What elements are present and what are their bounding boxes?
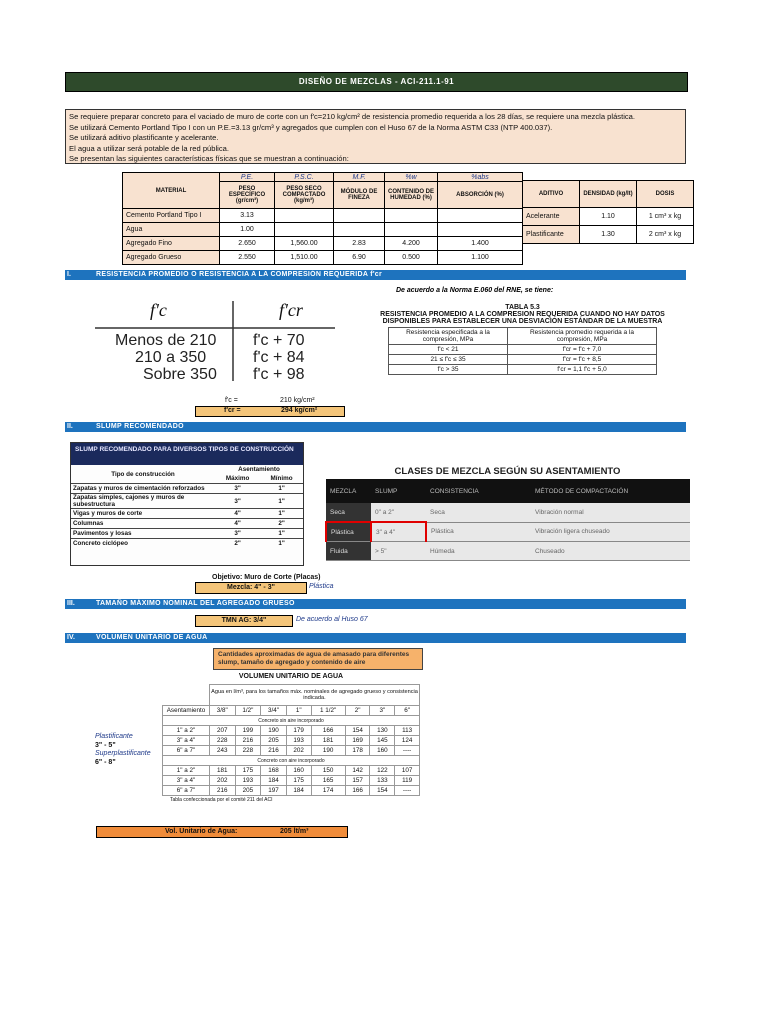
cell: 1" [260, 539, 303, 549]
table-row [71, 484, 303, 494]
superplastificante-range: 6" - 8" [95, 758, 116, 766]
superplastificante-label: Superplastificante [95, 750, 151, 757]
table-row [389, 355, 657, 365]
cell: 243 [210, 746, 236, 756]
cell: Vigas y muros de corte [71, 509, 215, 519]
cell: 130 [370, 726, 395, 736]
cell: 3" [215, 529, 260, 539]
cell: 133 [370, 776, 395, 786]
col-header: Máximo [225, 475, 250, 482]
cell: 1,510.00 [275, 251, 334, 265]
cell: 4" [215, 509, 260, 519]
col-header: CONTENIDO DE HUMEDAD (%) [385, 182, 438, 209]
col-header: 3/8" [210, 706, 236, 716]
norma-note: De acuerdo a la Norma E.060 del RNE, se tiene: [396, 287, 554, 294]
cell [385, 223, 438, 237]
slump-header: SLUMP RECOMENDADO PARA DIVERSOS TIPOS DE CONSTRUCCIÓN [71, 443, 303, 465]
abbr: %w [385, 173, 438, 182]
cell: f'cr = f'c + 7,0 [508, 345, 657, 355]
fcr-value: 294 kg/cm² [281, 407, 318, 414]
cell: 3" [215, 484, 260, 494]
cell: Cemento Portland Tipo I [123, 209, 220, 223]
cell: 6.90 [334, 251, 385, 265]
table-row [163, 736, 420, 746]
cell: Seca [326, 503, 371, 522]
cell: f'c > 35 [389, 365, 508, 375]
volumen-unitario-agua [162, 673, 420, 803]
col-material: MATERIAL [123, 173, 220, 209]
fcr-row-value: f'c + 84 [253, 349, 305, 366]
cell: > 5" [371, 542, 426, 561]
cell: 1.100 [438, 251, 523, 265]
vua-table [162, 684, 420, 796]
cell: 21 ≤ f'c ≤ 35 [389, 355, 508, 365]
cell: 216 [210, 786, 236, 796]
fcr-table [95, 296, 335, 381]
intro-box [65, 109, 686, 164]
col-header: MEZCLA [326, 479, 371, 503]
cell: Agua [123, 223, 220, 237]
section-header-1 [65, 270, 686, 280]
cell: 1" [260, 494, 303, 509]
cell: 3" [215, 494, 260, 509]
cell: 228 [235, 746, 261, 756]
table-row [123, 237, 523, 251]
abbr: P.E. [220, 173, 275, 182]
cell-highlight: 3" a 4" [371, 522, 426, 542]
materials-table [122, 172, 523, 265]
cell: 166 [345, 786, 370, 796]
cell: 2.550 [220, 251, 275, 265]
col-header: Asentamiento [238, 466, 280, 473]
tabla-title: RESISTENCIA PROMEDIO A LA COMPRESION REQUERIDA CUANDO NO HAY DATOS [380, 311, 665, 318]
cell [438, 223, 523, 237]
table-row [163, 726, 420, 736]
cell: 184 [261, 776, 287, 786]
table-row [71, 494, 303, 509]
table-row [326, 522, 690, 542]
cell: Fluida [326, 542, 371, 561]
page-title: DISEÑO DE MEZCLAS - ACI-211.1-91 [65, 72, 688, 92]
tabla-title: TABLA 5.3 [505, 304, 540, 311]
abbr: %abs [438, 173, 523, 182]
cell: 190 [261, 726, 287, 736]
cell: 202 [286, 746, 311, 756]
fcr-row-range: Menos de 210 [115, 332, 217, 349]
cell: 2" [215, 539, 260, 549]
cell: ---- [395, 786, 420, 796]
table-row [71, 529, 303, 539]
vua-subheader: Concreto sin aire incorporado [163, 716, 420, 726]
table-row [163, 786, 420, 796]
cell: 184 [286, 786, 311, 796]
clases-table [325, 479, 690, 561]
section-number: IV. [67, 634, 75, 641]
vol-agua-box [96, 826, 348, 838]
intro-line: Se requiere preparar concreto para el vaciado de muro de corte con un f'c=210 kg/cm² de resistencia promedio requerida a los 28 días, se requiere una mezcla plástica. [69, 112, 636, 121]
cell: 174 [311, 786, 345, 796]
cell: 2.83 [334, 237, 385, 251]
fcr-row-value: f'c + 70 [253, 332, 305, 349]
cell: 1.400 [438, 237, 523, 251]
cell: 107 [395, 766, 420, 776]
cell: Plástica [426, 522, 531, 542]
cell: 181 [311, 736, 345, 746]
cell: 6" a 7" [163, 786, 210, 796]
table-row [123, 209, 523, 223]
table-row [123, 223, 523, 237]
cell: 160 [286, 766, 311, 776]
cell: 2.650 [220, 237, 275, 251]
table-row [389, 345, 657, 355]
vol-agua-value: 205 lt/m³ [280, 828, 309, 835]
section-number: I. [67, 271, 71, 278]
cell: 193 [235, 776, 261, 786]
cell: 205 [235, 786, 261, 796]
table-row [71, 509, 303, 519]
cell: 150 [311, 766, 345, 776]
cell: 178 [345, 746, 370, 756]
cell [334, 223, 385, 237]
table-row [163, 776, 420, 786]
cell: 0" a 2" [371, 503, 426, 522]
fcr-label: f'cr = [224, 407, 241, 414]
cell: 6" a 7" [163, 746, 210, 756]
cell: 122 [370, 766, 395, 776]
cell: 216 [261, 746, 287, 756]
abbr: M.F. [334, 173, 385, 182]
cell: 1" a 2" [163, 726, 210, 736]
col-header: 3" [370, 706, 395, 716]
tabla-title: DISPONIBLES PARA ESTABLECER UNA DESVIACIÓN ESTÁNDAR DE LA MUESTRA [382, 318, 663, 325]
clases-title: CLASES DE MEZCLA SEGÚN SU ASENTAMIENTO [394, 466, 621, 477]
cell: 3" a 4" [163, 736, 210, 746]
section-header-4 [65, 633, 686, 643]
cell: 179 [286, 726, 311, 736]
agua-header: Cantidades aproximadas de agua de amasado para diferentes slump, tamaño de agregado y contenido de aire [213, 648, 423, 670]
cell: 145 [370, 736, 395, 746]
col-header: MÉTODO DE COMPACTACIÓN [531, 479, 690, 503]
cell: 3" a 4" [163, 776, 210, 786]
section-label: RESISTENCIA PROMEDIO O RESISTENCIA A LA COMPRESIÓN REQUERIDA f'cr [96, 271, 383, 278]
col-header: CONSISTENCIA [426, 479, 531, 503]
cell: 228 [210, 736, 236, 746]
cell: 119 [395, 776, 420, 786]
plastificante-note [95, 733, 151, 767]
cell: 1" [260, 484, 303, 494]
col-header: 2" [345, 706, 370, 716]
cell: Concreto ciclópeo [71, 539, 215, 549]
cell: 157 [345, 776, 370, 786]
cell: 1,560.00 [275, 237, 334, 251]
fc-row [195, 397, 345, 406]
section-number: II. [67, 423, 73, 430]
col-header: 1 1/2" [311, 706, 345, 716]
cell: 1.00 [220, 223, 275, 237]
section-label: VOLUMEN UNITARIO DE AGUA [96, 634, 208, 641]
cell: Agregado Fino [123, 237, 220, 251]
table-row [523, 226, 694, 244]
table-row [326, 542, 690, 561]
col-header: 6" [395, 706, 420, 716]
fc-label: f'c = [225, 397, 238, 404]
col-header: 1" [286, 706, 311, 716]
cell: 2 cm³ x kg [637, 226, 694, 244]
col-header: Mínimo [270, 475, 293, 482]
cell: 165 [311, 776, 345, 786]
fcr-row-range: 210 a 350 [135, 349, 207, 366]
section-header-2 [65, 422, 686, 432]
col-header: Tipo de construcción [111, 470, 175, 478]
cell [385, 209, 438, 223]
cell: 160 [370, 746, 395, 756]
table-row [71, 519, 303, 529]
vua-desc: Agua en l/m³, para los tamaños máx. nominales de agregado grueso y consistencia indicada. [210, 685, 420, 706]
cell: 154 [345, 726, 370, 736]
col-header: MÓDULO DE FINEZA [334, 182, 385, 209]
cell: f'c < 21 [389, 345, 508, 355]
fcr-symbol: f'cr [279, 300, 303, 320]
cell: 124 [395, 736, 420, 746]
slump-table-body [71, 465, 303, 548]
col-header: 1/2" [235, 706, 261, 716]
cell: 175 [286, 776, 311, 786]
abbr: P.S.C. [275, 173, 334, 182]
vua-subheader: Concreto con aire incorporado [163, 756, 420, 766]
cell-highlight: 205 [261, 736, 287, 746]
col-header: SLUMP [371, 479, 426, 503]
slump-table [70, 442, 304, 566]
section-number: III. [67, 600, 75, 607]
fc-symbol: f'c [150, 300, 167, 320]
cell: 4" [215, 519, 260, 529]
cell: 202 [210, 776, 236, 786]
col-header: Resistencia promedio requerida a la compresión, MPa [508, 328, 657, 345]
cell [275, 223, 334, 237]
table-row [523, 208, 694, 226]
mezcla-box: Mezcla: 4" - 3" [195, 582, 307, 594]
cell [438, 209, 523, 223]
cell [275, 209, 334, 223]
cell: Vibración ligera chuseado [531, 522, 690, 542]
cell: 181 [210, 766, 236, 776]
objetivo: Objetivo: Muro de Corte (Placas) [212, 574, 321, 581]
section-label: SLUMP RECOMENDADO [96, 423, 184, 430]
plastificante-label: Plastificante [95, 733, 133, 740]
tabla-5-3 [370, 304, 675, 375]
cell: 1.30 [580, 226, 637, 244]
fcr-row [195, 406, 345, 417]
cell: 175 [235, 766, 261, 776]
cell: Chuseado [531, 542, 690, 561]
cell: 142 [345, 766, 370, 776]
cell: 2" [260, 519, 303, 529]
cell: 113 [395, 726, 420, 736]
cell: Seca [426, 503, 531, 522]
col-header: ADITIVO [523, 181, 580, 208]
cell: Húmeda [426, 542, 531, 561]
cell: 190 [311, 746, 345, 756]
cell: Zapatas y muros de cimentación reforzados [71, 484, 215, 494]
col-header: DOSIS [637, 181, 694, 208]
table-row [123, 251, 523, 265]
cell-highlight: Plástica [326, 522, 371, 542]
cell: 193 [286, 736, 311, 746]
col-header: ABSORCIÓN (%) [438, 182, 523, 209]
plastificante-range: 3" - 5" [95, 741, 116, 749]
fcr-row-range: Sobre 350 [143, 366, 217, 383]
fc-value: 210 kg/cm² [280, 397, 315, 404]
cell [334, 209, 385, 223]
cell: 3.13 [220, 209, 275, 223]
additives-table [522, 180, 694, 244]
col-header: PESO SECO COMPACTADO (kg/m³) [275, 182, 334, 209]
cell: f'cr = f'c + 8,5 [508, 355, 657, 365]
col-header: 3/4" [261, 706, 287, 716]
tmn-box: TMN AG: 3/4" [195, 615, 293, 627]
cell: 1" a 2" [163, 766, 210, 776]
vol-agua-label: Vol. Unitario de Agua: [165, 828, 238, 835]
tmn-note: De acuerdo al Huso 67 [296, 616, 368, 623]
cell: Agregado Grueso [123, 251, 220, 265]
fcr-row-value: f'c + 98 [253, 366, 305, 383]
col-header: PESO ESPECÍFICO (gr/cm³) [220, 182, 275, 209]
cell: ---- [395, 746, 420, 756]
vua-title: VOLUMEN UNITARIO DE AGUA [238, 673, 344, 680]
cell: 166 [311, 726, 345, 736]
intro-line: El agua a utilizar será potable de la red pública. [69, 143, 229, 153]
cell: Columnas [71, 519, 215, 529]
col-header: Resistencia especificada a la compresión, MPa [389, 328, 508, 345]
cell: 1" [260, 509, 303, 519]
cell: 169 [345, 736, 370, 746]
table-row [163, 766, 420, 776]
table-row [389, 365, 657, 375]
tabla-5-3-table [388, 327, 657, 375]
table-row [71, 539, 303, 549]
cell: 207 [210, 726, 236, 736]
cell: 0.500 [385, 251, 438, 265]
section-header-3 [65, 599, 686, 609]
cell: 216 [235, 736, 261, 746]
cell: 154 [370, 786, 395, 796]
cell: 197 [261, 786, 287, 796]
cell: Plastificante [523, 226, 580, 244]
intro-line: Se presentan las siguientes características físicas que se muestran a continuación: [69, 154, 349, 163]
intro-line: Se utilizará aditivo plastificante y acelerante. [69, 133, 219, 142]
cell: 199 [235, 726, 261, 736]
cell: f'cr = 1,1 f'c + 5,0 [508, 365, 657, 375]
cell: 4.200 [385, 237, 438, 251]
clases-mezcla [325, 466, 690, 561]
cell: Zapatas simples, cajones y muros de subestructura [71, 494, 215, 509]
cell: 1 cm³ x kg [637, 208, 694, 226]
vua-source: Tabla confeccionada por el comité 211 del ACI [170, 797, 273, 803]
cell: Pavimentos y losas [71, 529, 215, 539]
table-row [163, 746, 420, 756]
section-label: TAMAÑO MÁXIMO NOMINAL DEL AGREGADO GRUESO [96, 600, 295, 607]
intro-line: Se utilizará Cemento Portland Tipo I con un P.E.=3.13 gr/cm³ y agregados que cumplen con el Huso 67 de la Norma ASTM C33 (NTP 400.037). [69, 122, 553, 132]
col-header: DENSIDAD (kg/lt) [580, 181, 637, 208]
cell: 168 [261, 766, 287, 776]
cell: 1" [260, 529, 303, 539]
col-header: Asentamiento [163, 706, 210, 716]
cell: Acelerante [523, 208, 580, 226]
table-row [326, 503, 690, 522]
plastica-note: Plástica [309, 583, 334, 590]
fc-result [195, 397, 345, 417]
cell: Vibración normal [531, 503, 690, 522]
cell: 1.10 [580, 208, 637, 226]
